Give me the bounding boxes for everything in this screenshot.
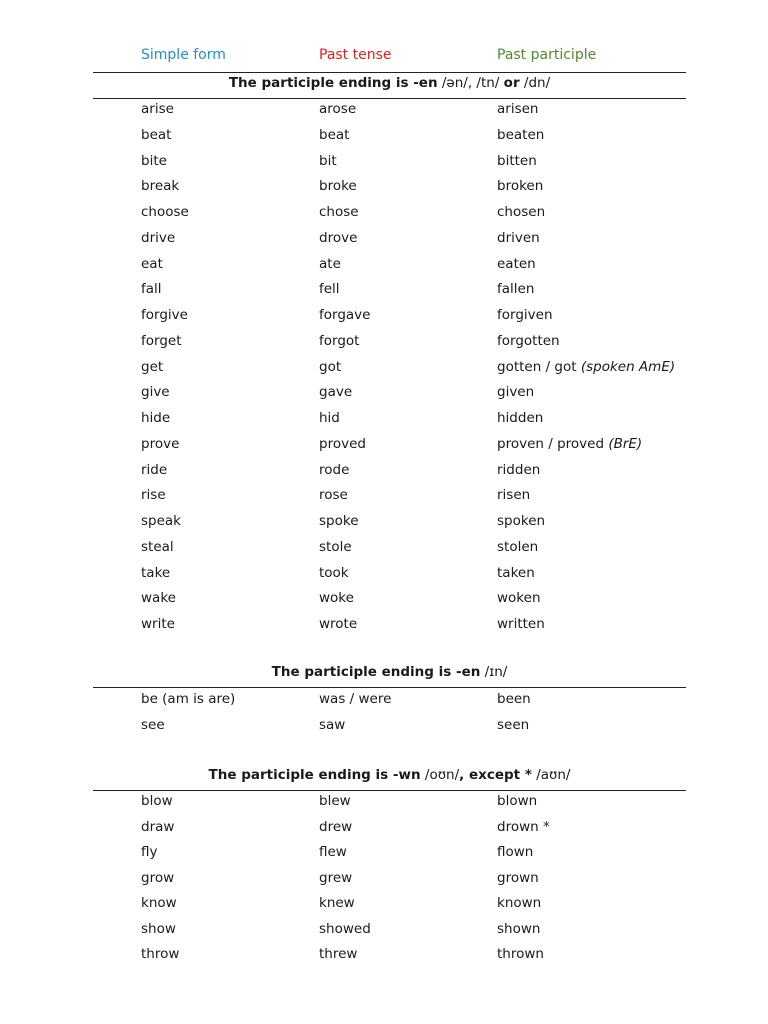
past-tense-cell: arose	[319, 101, 357, 117]
past-tense-cell: bit	[319, 152, 337, 169]
past-tense-cell: took	[319, 564, 349, 581]
table-row	[0, 793, 768, 815]
simple-form-cell: wake	[141, 590, 176, 607]
participle-text: risen	[497, 487, 531, 504]
simple-form-cell: show	[141, 920, 176, 937]
past-tense-cell: threw	[319, 946, 358, 962]
participle-text: ridden	[497, 461, 541, 478]
past-tense-cell: spoke	[319, 513, 359, 529]
participle-text: eaten	[497, 255, 536, 272]
simple-form-cell: forgive	[141, 307, 188, 323]
simple-form-cell: ride	[141, 461, 168, 478]
past-participle-cell	[497, 436, 642, 452]
simple-form-cell: prove	[141, 435, 180, 452]
table-row	[0, 204, 768, 226]
table-row	[0, 590, 768, 612]
past-participle-cell	[497, 333, 560, 349]
table-row	[0, 436, 768, 458]
simple-form-cell: write	[141, 616, 175, 632]
past-tense-cell: knew	[319, 895, 355, 911]
past-tense-cell: showed	[319, 920, 371, 937]
simple-form-cell: hide	[141, 410, 171, 426]
past-participle-cell	[497, 946, 544, 962]
usage-note: (spoken AmE)	[580, 358, 676, 375]
participle-text: drown *	[497, 818, 550, 835]
participle-text: thrown	[497, 946, 544, 962]
past-tense-cell: woke	[319, 590, 354, 607]
participle-text: driven	[497, 229, 540, 246]
past-participle-cell	[497, 384, 534, 400]
participle-text: fallen	[497, 281, 535, 298]
section-title: The participle ending is -en /ən/, /tn/ or /dn/	[228, 75, 551, 91]
participle-text: shown	[497, 920, 541, 937]
table-row	[0, 691, 768, 713]
past-tense-cell: was / were	[319, 691, 392, 707]
simple-form-cell: rise	[141, 487, 166, 504]
simple-form-cell: speak	[141, 513, 181, 529]
simple-form-cell: see	[141, 716, 165, 733]
past-participle-cell	[497, 844, 533, 860]
past-participle-cell	[497, 565, 535, 581]
divider-line	[93, 72, 686, 73]
participle-text: beaten	[497, 126, 545, 143]
participle-text: taken	[497, 564, 535, 581]
participle-text: arisen	[497, 101, 539, 117]
simple-form-cell: break	[141, 178, 180, 195]
participle-text: chosen	[497, 204, 546, 220]
simple-form-cell: give	[141, 384, 170, 401]
table-row	[0, 256, 768, 278]
participle-text: forgotten	[497, 332, 560, 349]
divider-line	[93, 98, 686, 99]
participle-text: flown	[497, 844, 534, 860]
simple-form-cell: arise	[141, 101, 174, 117]
table-row	[0, 178, 768, 200]
past-participle-cell	[497, 204, 545, 220]
simple-form-cell: fly	[141, 844, 158, 860]
past-tense-cell: drove	[319, 229, 358, 246]
past-tense-cell: rose	[319, 487, 348, 504]
past-tense-cell: beat	[319, 126, 350, 143]
past-participle-cell	[497, 793, 537, 809]
header-simple-form: Simple form	[141, 47, 226, 63]
past-participle-cell	[497, 410, 543, 426]
participle-text: spoken	[497, 513, 546, 529]
past-tense-cell: wrote	[319, 616, 358, 632]
simple-form-cell: forget	[141, 332, 182, 349]
table-row	[0, 333, 768, 355]
simple-form-cell: beat	[141, 126, 172, 143]
participle-text: hidden	[497, 410, 544, 426]
participle-text: bitten	[497, 152, 537, 169]
simple-form-cell: grow	[141, 869, 175, 886]
table-row	[0, 539, 768, 561]
past-participle-cell	[497, 717, 529, 733]
past-participle-cell	[497, 819, 550, 835]
table-row	[0, 101, 768, 123]
past-participle-cell	[497, 230, 540, 246]
past-participle-cell	[497, 101, 538, 117]
table-row	[0, 565, 768, 587]
past-participle-cell	[497, 590, 541, 606]
participle-text: forgiven	[497, 307, 553, 323]
past-tense-cell: gave	[319, 384, 353, 401]
past-tense-cell: saw	[319, 716, 346, 733]
past-tense-cell: fell	[319, 281, 340, 298]
past-participle-cell	[497, 921, 540, 937]
past-tense-cell: got	[319, 358, 342, 375]
past-participle-cell	[497, 513, 545, 529]
past-participle-cell	[497, 307, 553, 323]
past-tense-cell: chose	[319, 204, 359, 220]
past-tense-cell: blew	[319, 793, 351, 809]
column-headers	[0, 47, 768, 69]
past-tense-cell: ate	[319, 255, 341, 272]
table-row	[0, 462, 768, 484]
participle-text: grown	[497, 869, 539, 886]
participle-text: gotten / got	[497, 358, 577, 375]
table-row	[0, 513, 768, 535]
past-participle-cell	[497, 127, 544, 143]
past-participle-cell	[497, 487, 530, 503]
usage-note: (BrE)	[608, 435, 643, 452]
past-participle-cell	[497, 256, 536, 272]
header-past-participle: Past participle	[497, 47, 597, 63]
table-row	[0, 946, 768, 968]
past-participle-cell	[497, 870, 539, 886]
simple-form-cell: know	[141, 895, 177, 911]
participle-text: woken	[497, 590, 541, 607]
past-participle-cell	[497, 616, 545, 632]
table-row	[0, 844, 768, 866]
participle-text: broken	[497, 178, 544, 195]
participle-text: known	[497, 895, 542, 911]
past-tense-cell: rode	[319, 461, 350, 478]
table-row	[0, 921, 768, 943]
simple-form-cell: throw	[141, 946, 180, 962]
table-row	[0, 895, 768, 917]
past-participle-cell	[497, 281, 534, 297]
simple-form-cell: be (am is are)	[141, 691, 236, 707]
simple-form-cell: drive	[141, 229, 176, 246]
table-row	[0, 230, 768, 252]
table-row	[0, 384, 768, 406]
simple-form-cell: take	[141, 564, 171, 581]
past-tense-cell: hid	[319, 410, 340, 426]
participle-text: stolen	[497, 538, 539, 555]
table-row	[0, 819, 768, 841]
past-tense-cell: drew	[319, 818, 353, 835]
simple-form-cell: eat	[141, 255, 163, 272]
table-row	[0, 410, 768, 432]
simple-form-cell: fall	[141, 281, 162, 298]
past-tense-cell: forgot	[319, 332, 360, 349]
past-tense-cell: grew	[319, 869, 353, 886]
past-tense-cell: stole	[319, 538, 352, 555]
simple-form-cell: choose	[141, 204, 189, 220]
participle-text: proven / proved	[497, 435, 605, 452]
table-row	[0, 487, 768, 509]
participle-text: written	[497, 616, 545, 632]
divider-line	[93, 790, 686, 791]
simple-form-cell: bite	[141, 152, 167, 169]
participle-text: blown	[497, 793, 538, 809]
past-participle-cell	[497, 359, 675, 375]
past-participle-cell	[497, 895, 541, 911]
past-tense-cell: flew	[319, 844, 347, 860]
header-past-tense: Past tense	[319, 47, 392, 63]
divider-line	[93, 687, 686, 688]
table-row	[0, 616, 768, 638]
simple-form-cell: draw	[141, 818, 175, 835]
table-row	[0, 870, 768, 892]
simple-form-cell: blow	[141, 793, 173, 809]
table-row	[0, 127, 768, 149]
past-participle-cell	[497, 178, 543, 194]
participle-text: seen	[497, 716, 530, 733]
past-participle-cell	[497, 539, 538, 555]
table-row	[0, 281, 768, 303]
section-title: The participle ending is -wn /oʊn/, except * /aʊn/	[208, 767, 571, 783]
table-row	[0, 153, 768, 175]
past-tense-cell: forgave	[319, 307, 371, 323]
past-tense-cell: proved	[319, 435, 366, 452]
participle-text: given	[497, 384, 535, 401]
participle-text: been	[497, 691, 531, 707]
past-participle-cell	[497, 153, 537, 169]
table-row	[0, 359, 768, 381]
past-participle-cell	[497, 462, 540, 478]
section-title: The participle ending is -en /ɪn/	[271, 664, 508, 680]
past-tense-cell: broke	[319, 178, 357, 195]
table-row	[0, 307, 768, 329]
past-participle-cell	[497, 691, 531, 707]
simple-form-cell: get	[141, 358, 164, 375]
table-row	[0, 717, 768, 739]
simple-form-cell: steal	[141, 538, 174, 555]
